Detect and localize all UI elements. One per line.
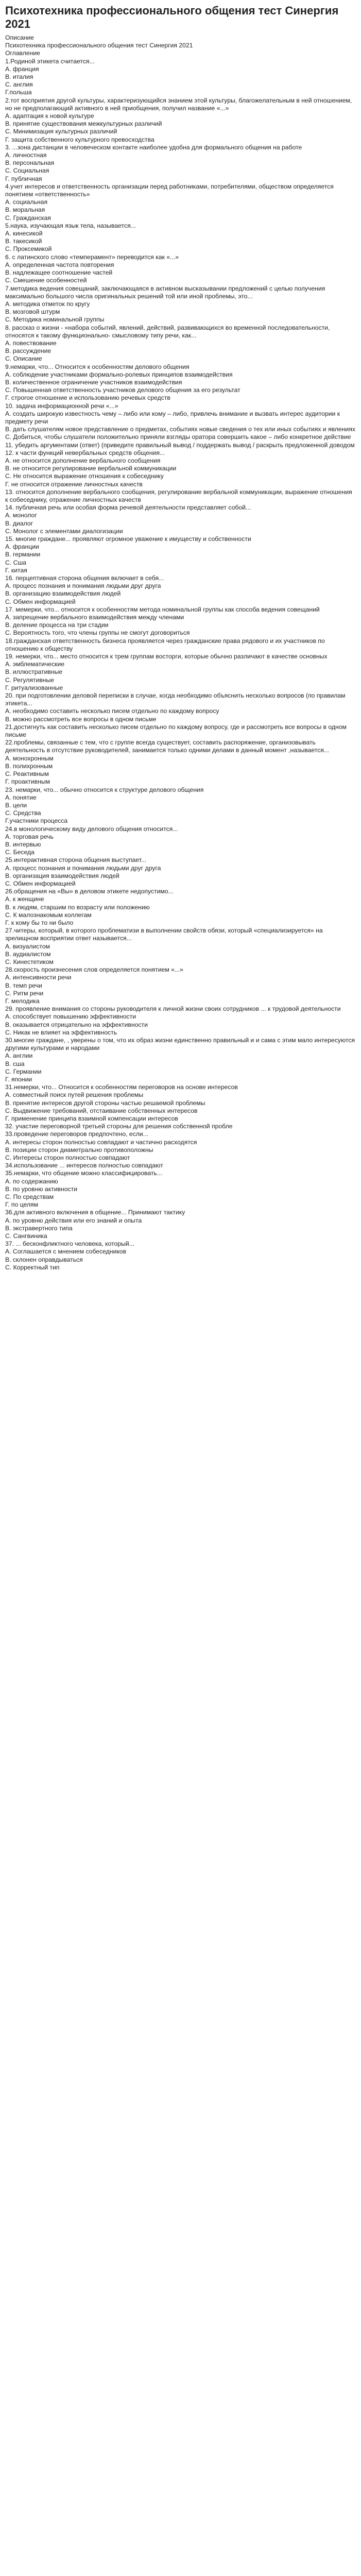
text-line: Г. ритуализованные [5, 684, 63, 691]
text-line: 13. относится дополнение вербального сообщения, регулирование вербальной коммуникации, выражение отношения к собеседнику, отражение личностных качеств [5, 488, 352, 503]
text-line: 12. к части функций невербальных средств общения... [5, 449, 165, 456]
text-line: A. к женщине [5, 895, 44, 903]
text-line: 7.методика ведения совещаний, заключающаяся в активном высказывании предложений с целью получения максимально большого числа оригинальных решений той или иной проблемы, это... [5, 284, 325, 300]
text-line: Психотехника профессионального общения тест Синергия 2021 [5, 42, 193, 49]
text-line: A. адаптация к новой культуре [5, 112, 94, 120]
text-line: Г. публичная [5, 175, 42, 182]
text-line: 14. публичная речь или особая форма речевой деятельности представляет собой... [5, 504, 251, 512]
text-line: 22.проблемы, связанные с тем, что с группе всегда существует, составить распоряжение, организовывать деятельность в отсутствие руководителей, занимается только одними делами в данный момент ,называется... [5, 739, 330, 754]
text-line: A. интенсивности речи [5, 974, 72, 981]
text-line: A. социальная [5, 198, 48, 206]
text-line: C. Средства [5, 809, 41, 817]
text-line: C. Реактивным [5, 770, 49, 778]
text-line: C. Не относится выражение отношения к собеседнику [5, 472, 164, 480]
text-line: B. надлежащее соотношение частей [5, 269, 113, 277]
text-line: B. сша [5, 1060, 25, 1067]
text-line: B. иллюстративные [5, 668, 63, 676]
text-line: C. Корректный тип [5, 1263, 60, 1271]
text-line: B. к людям, старшим по возрасту или положению [5, 903, 150, 911]
text-line: C. Гражданская [5, 214, 51, 222]
text-line: Г. мелодика [5, 997, 40, 1005]
text-line: 6. с латинского слово «темперамент» переводится как «...» [5, 253, 179, 261]
page-title: Психотехника профессионального общения тест Синергия 2021 [5, 4, 339, 30]
text-line: B. темп речи [5, 981, 42, 989]
text-line: B. принятие интересов другой стороны частью решаемой проблемы [5, 1099, 205, 1107]
text-line: A. торговая речь [5, 833, 54, 840]
text-line: A. понятие [5, 793, 37, 801]
text-line: C. Социальная [5, 167, 49, 175]
text-line: C. Интересы сторон полностью совпадают [5, 1154, 130, 1162]
text-line: Г. защита собственного культурного превосходства [5, 135, 154, 143]
text-line: 31.немерки, что... Относится к особенностям переговоров на основе интересов [5, 1083, 238, 1091]
text-line: B. диалог [5, 519, 33, 527]
text-line: B. деление процесса на три стадии [5, 621, 109, 629]
text-line: 21.достигнуть как составить несколько писем отдельно по каждому вопросу, где и рассмотреть все вопросы в одном письме [5, 723, 347, 739]
text-line: Г. японии [5, 1076, 32, 1083]
text-line: A. необходимо составить несколько писем отдельно по каждому вопросу [5, 707, 219, 715]
text-line: A. соблюдение участниками формально-ролевых принципов взаимодействия [5, 370, 233, 378]
text-line: B. не относится регулирование вербальной коммуникации [5, 465, 177, 472]
text-line: C. Обмен информацией [5, 598, 76, 605]
text-line: Г. китая [5, 566, 27, 574]
text-line: 15. многие граждане... проявляют огромное уважение к имуществу и собственности [5, 535, 251, 543]
text-line: C. англия [5, 81, 33, 89]
text-line: 16. перцептивная сторона общения включает в себя... [5, 574, 164, 582]
text-line: C. Никак не влияет на эффективность [5, 1028, 117, 1036]
text-line: C. Проксемикой [5, 245, 52, 253]
text-line: B. можно рассмотреть все вопросы в одном письме [5, 715, 157, 723]
text-line: 4.учет интересов и ответственность организации перед работниками, потребителями, обществом определяется понятием «ответственность» [5, 182, 334, 198]
text-line: C. Повышенная ответственность участников делового общения за его результат [5, 386, 240, 394]
text-line: Г. не относится отражение личностных качеств [5, 480, 143, 488]
text-line: C. Описание [5, 355, 42, 363]
text-line: C. Монолог с элементами диалогизации [5, 527, 123, 535]
text-line: 34.использование ... интересов полностью совпадают [5, 1162, 163, 1170]
text-line: C. Германии [5, 1067, 42, 1075]
text-line: Описание [5, 34, 35, 41]
text-line: A. по уровню действия или его знаний и опыта [5, 1216, 142, 1224]
text-line: A. Соглашается с мнением собеседников [5, 1248, 127, 1256]
text-line: 1.Родиной этикета считается... [5, 57, 95, 65]
text-line: 27.читеры, который, в которого проблематизи в выполнении свойств обязи, который «специализируется» на зрелищном восприятии ответ называется... [5, 927, 323, 942]
text-line: B. организацию взаимодействия людей [5, 590, 121, 598]
text-line: 20. при подготовлении деловой переписки в случае, когда необходимо объяснить несколько вопросов (по правилам этикета... [5, 692, 346, 707]
text-line: 3. ...зона дистанции в человеческом контакте наиболее удобна для формального общения на работе [5, 143, 302, 151]
text-line: 23. немарки, что... обычно относится к структуре делового общения [5, 786, 204, 793]
text-line: A. создать широкую известность чему – либо или кому – либо, привлечь внимание и вызвать интерес аудитории к предмету речи [5, 410, 340, 425]
text-line: A. совместный поиск путей решения проблемы [5, 1091, 144, 1099]
text-line: A. франции [5, 543, 39, 551]
text-line: A. способствует повышению эффективности [5, 1013, 136, 1021]
text-line: C. Кинестетиком [5, 958, 54, 965]
text-line: Оглавление [5, 49, 40, 57]
text-line: B. позиции сторон диаметрально противоположны [5, 1146, 153, 1154]
text-line: 35.немарки, что общение можно классифицировать... [5, 1170, 162, 1177]
text-line: C. Минимизация культурных различий [5, 128, 117, 135]
text-line: B. аудиалистом [5, 950, 51, 958]
text-line: B. моральная [5, 206, 45, 214]
text-line: A. процесс познания и понимания людьми друг друга [5, 864, 161, 872]
text-line: 30.многие граждане, , уверены о том, что их образ жизни единственно правильный и и сама с этим мало интересуются другими культурами и народами [5, 1037, 355, 1052]
text-line: B. интервью [5, 840, 41, 848]
text-line: B. италия [5, 73, 33, 81]
text-line: A. визуалистом [5, 942, 50, 950]
text-line: 36.для активного включения в общение... Принимают тактику [5, 1209, 185, 1216]
text-line: C. Сша [5, 558, 26, 566]
text-line: 2.тот восприятия другой культуры, характеризующийся знанием этой культуры, благожелательным в ней отношением, но не предполагающий активного в ней приобщения, получил название «...» [5, 96, 352, 112]
text-line: A. интересы сторон полностью совпадают и частично расходятся [5, 1138, 197, 1146]
text-line: A. личностная [5, 151, 47, 159]
text-line: C. Выдвижение требований, отстаивание собственных интересов [5, 1107, 198, 1114]
text-line: 5.наука, изучающая язык тела, называется... [5, 222, 136, 229]
text-line: 32. участие переговорной третьей стороны для решения собственной пробле [5, 1123, 233, 1130]
text-line: B. рассуждение [5, 347, 51, 355]
text-line: A. процесс познания и понимания людьми друг друга [5, 582, 161, 590]
text-line: B. принятие существования межкультурных различий [5, 120, 162, 128]
text-line: C. Методика номинальной группы [5, 316, 105, 324]
document-page [0, 0, 361, 1272]
text-line: C. Смешение особенностей [5, 277, 87, 284]
text-line: B. оказывается отрицательно на эффективности [5, 1021, 148, 1028]
text-line: Г. по целям [5, 1201, 38, 1209]
text-line: A. повествование [5, 339, 57, 347]
text-line: C. Ритм речи [5, 989, 44, 997]
text-line: A. эмблематические [5, 660, 65, 668]
text-line: Г.польша [5, 89, 32, 96]
text-line: A. монохронным [5, 754, 54, 762]
text-line: B. количественное ограничение участников взаимодействия [5, 378, 182, 386]
text-line: 33.проведение переговоров предпочтено, если... [5, 1130, 148, 1138]
text-line: C. Обмен информацией [5, 879, 76, 887]
text-line: 25.интерактивная сторона общения выступает... [5, 856, 147, 864]
text-line: 17. мемерки, что... относится к особенностям метода номинальной группы как способа ведения совещаний [5, 605, 320, 613]
text-line: Г. применение принципа взаимной компенсации интересов [5, 1115, 178, 1123]
text-line: C. Вероятность того, что члены группы не смогут договориться [5, 629, 190, 637]
text-line: 19. немерки, что... место относится к трем группам восторги, которые обычно различают в качестве основных [5, 653, 328, 660]
text-line: B. полихронным [5, 762, 53, 770]
text-line: 37. ... бесконфликтного человека, который... [5, 1240, 134, 1248]
text-line: C. Регулятивные [5, 676, 55, 684]
text-line: B. экстравертного типа [5, 1224, 73, 1232]
text-line: 8. рассказ о жизни - «набора событий, явлений, действий, развивающихся во временной последовательности, относятся к такому функционально- смысловому типу речи, как... [5, 324, 330, 339]
text-line: Г.участники процесса [5, 817, 68, 825]
text-line: B. германии [5, 551, 41, 558]
text-line: B. персональная [5, 159, 55, 167]
text-line: 10. задача информационной речи «...» [5, 402, 118, 410]
text-line: B. по уровню активности [5, 1185, 78, 1193]
text-line: 11. убедить аргументами (ответ) (приведите правильный вывод / поддержать вывод / раскрыть предложенной доводом [5, 441, 355, 449]
text-line: 26.обращения на «Вы» в деловом этикете недопустимо... [5, 888, 174, 895]
text-line: Г. проактивным [5, 778, 50, 786]
text-line: A. франция [5, 65, 39, 73]
text-line: A. не относится дополнение вербального сообщения [5, 456, 161, 464]
text-line: A. методика отметок по кругу [5, 300, 90, 308]
text-line: 9.немарки, что... Относится к особенностям делового общения [5, 363, 190, 370]
text-line: 24.в монологическому виду делового общения относится... [5, 825, 178, 833]
text-line: A. запрещение вербального взаимодействия между членами [5, 614, 184, 621]
text-line: 28.скорость произнесения слов определяется понятием «...» [5, 966, 183, 974]
text-line: B. такесикой [5, 238, 42, 245]
text-line: B. склонен оправдываться [5, 1256, 83, 1263]
text-line: C. Добиться, чтобы слушатели положительно приняли взгляды оратора совершить какое – либо конкретное действие [5, 433, 351, 441]
document-body [5, 34, 356, 1272]
text-line: A. по содержанию [5, 1177, 58, 1185]
text-line: 18.гражданская ответственность бизнеса проявляется через гражданские права рядового и их участников по отношению к обществу [5, 637, 325, 652]
text-line: A. монолог [5, 512, 37, 519]
text-line: B. дать слушателям новое представление о предметах, событиях новые сведения о тех или иных событиях и явлениях [5, 426, 355, 433]
text-line: C. Беседа [5, 849, 35, 856]
text-line: C. Сангвиника [5, 1232, 47, 1240]
text-line: A. определенная частота повторения [5, 261, 114, 268]
text-line: C. По средствам [5, 1193, 54, 1201]
text-line: 29. проявление внимания со стороны руководителя к личной жизни своих сотрудников ... к трудовой деятельности [5, 1005, 341, 1013]
text-line: B. цели [5, 801, 27, 809]
text-line: C. К малознакомым коллегам [5, 911, 92, 919]
text-line: A. кинесикой [5, 230, 43, 238]
text-line: B. организация взаимодействия людей [5, 872, 119, 879]
text-line: Г. к кому бы то ни было [5, 919, 74, 926]
text-line: B. мозговой штурм [5, 308, 60, 316]
text-line: Г. строгое отношение и использованию речевых средств [5, 394, 170, 402]
text-line: A. англии [5, 1052, 33, 1060]
